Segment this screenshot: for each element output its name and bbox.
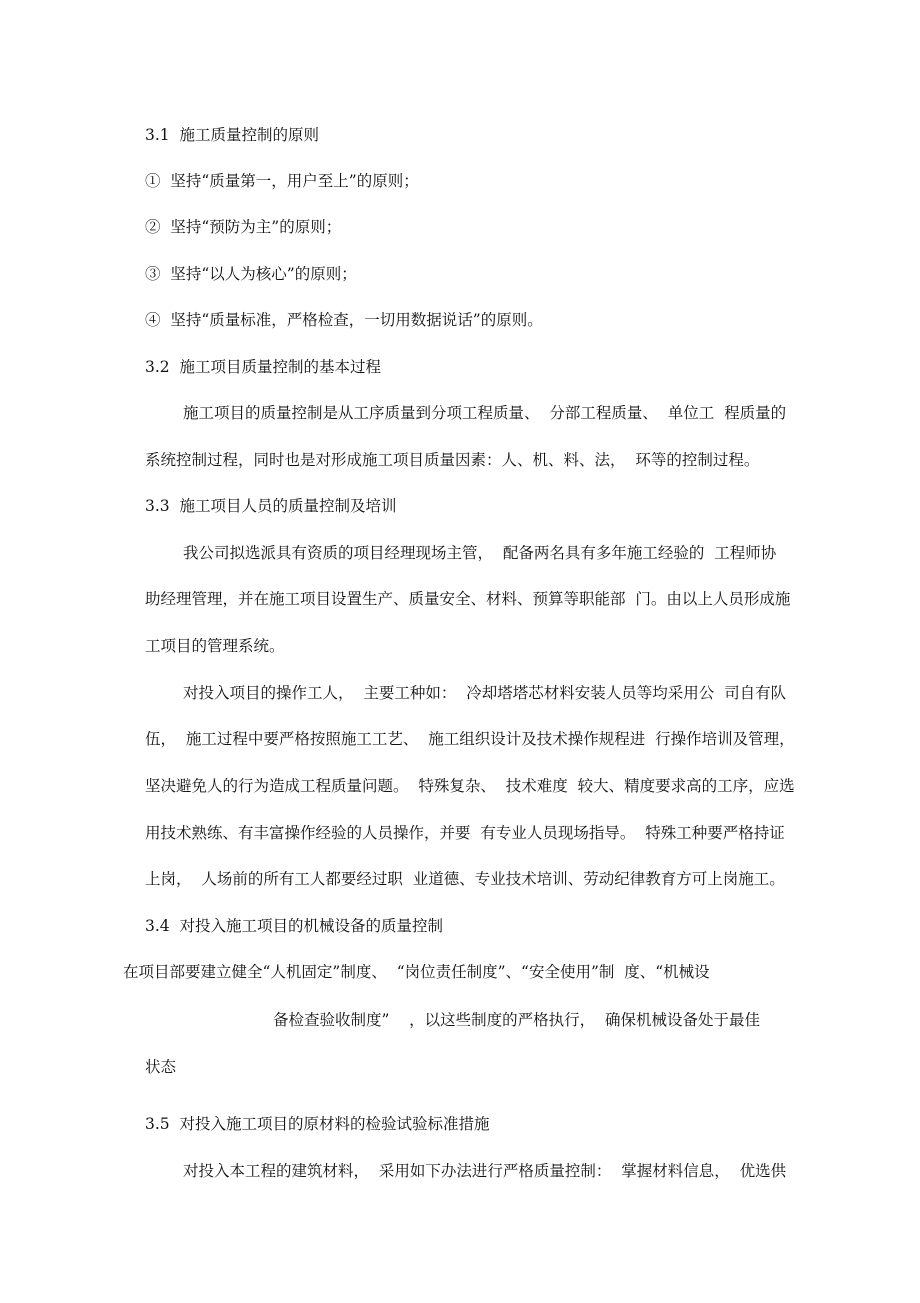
paragraph-line: 上岗， 人场前的所有工人都要经过职 业道德、专业技术培训、劳动纪律教育方可上岗施工。 [145, 870, 785, 888]
section-heading-3-3: 3.3 施工项目人员的质量控制及培训 [145, 497, 397, 515]
paragraph-line: 状态 [145, 1058, 177, 1076]
paragraph-line: 坚决避免人的行为造成工程质量问题。 特殊复杂、 技术难度 较大、精度要求高的工序，应选 [145, 777, 795, 795]
section-heading-3-1: 3.1 施工质量控制的原则 [145, 126, 320, 144]
paragraph-line: 系统控制过程，同时也是对形成施工项目质量因素：人、机、料、法， 环等的控制过程。 [145, 451, 760, 469]
principle-item-1: ① 坚持“质量第一，用户至上”的原则； [145, 172, 419, 190]
principle-item-3: ③ 坚持“以人为核心”的原则； [145, 265, 357, 283]
section-heading-3-5: 3.5 对投入施工项目的原材料的检验试验标准措施 [145, 1115, 490, 1133]
paragraph-line: 在项目部要建立健全“人机固定”制度、 “岗位责任制度”、“安全使用”制 度、“机械设 [123, 963, 710, 981]
principle-item-4: ④ 坚持“质量标准，严格检查，一切用数据说话”的原则。 [145, 311, 543, 329]
paragraph-line: 施工项目的质量控制是从工序质量到分项工程质量、 分部工程质量、 单位工 程质量的 [183, 404, 787, 422]
paragraph-line: 对投入本工程的建筑材料， 采用如下办法进行严格质量控制： 掌握材料信息， 优选供 [183, 1162, 787, 1180]
section-heading-3-4: 3.4 对投入施工项目的机械设备的质量控制 [145, 917, 444, 935]
paragraph-line: 对投入项目的操作工人， 主要工种如： 冷却塔塔芯材料安装人员等均采用公 司自有队 [183, 684, 787, 702]
paragraph-line: 我公司拟选派具有资质的项目经理现场主管， 配备两名具有多年施工经验的 工程师协 [183, 544, 777, 562]
paragraph-line: 助经理管理，并在施工项目设置生产、质量安全、材料、预算等职能部 门。由以上人员形成施 [145, 590, 791, 608]
paragraph-line: 用技术熟练、有丰富操作经验的人员操作，并要 有专业人员现场指导。 特殊工种要严格持证 [145, 824, 785, 842]
section-heading-3-2: 3.2 施工项目质量控制的基本过程 [145, 358, 382, 376]
paragraph-line: 备检查验收制度” ，以这些制度的严格执行， 确保机械设备处于最佳 [273, 1011, 760, 1029]
paragraph-line: 工项目的管理系统。 [145, 637, 285, 655]
principle-item-2: ② 坚持“预防为主”的原则； [145, 218, 342, 236]
paragraph-line: 伍， 施工过程中要严格按照施工工艺、 施工组织设计及技术操作规程进 行操作培训及管理， [145, 730, 795, 748]
